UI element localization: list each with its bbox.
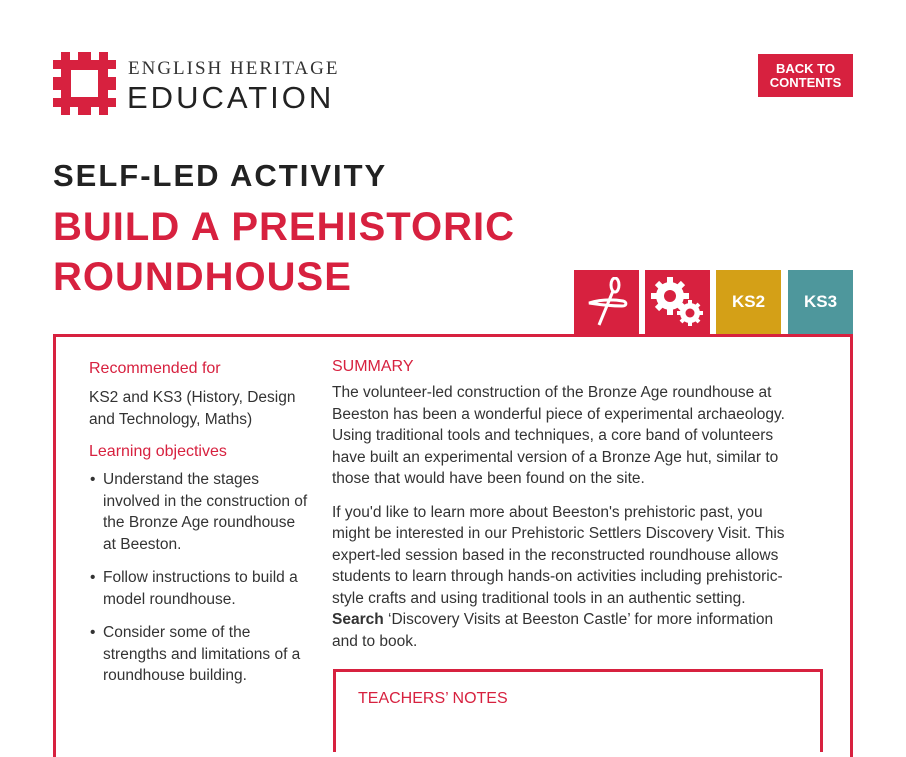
summary-para-2: If you'd like to learn more about Beeston's prehistoric past, you might be interested in our Prehistoric Settlers Discovery Visit. This expert-led session based in the reconstructed roundhouse allows students to learn through hands-on activities including prehistoric-style crafts and using traditional tools in an authentic setting. Search ‘Discovery Visits at Beeston Castle’ for more information and to book. <box>332 503 785 650</box>
teachers-notes-box <box>333 669 823 752</box>
sidebar <box>89 360 309 699</box>
page-title: BUILD A PREHISTORIC ROUNDHOUSE <box>53 205 515 299</box>
ks3-badge: KS3 <box>788 270 853 334</box>
search-emphasis: Search <box>332 611 384 628</box>
objective-item: • Understand the stages involved in the construction of the Bronze Age roundhouse at Beeston. <box>103 469 309 555</box>
logo-text-english-heritage: ENGLISH HERITAGE <box>128 58 340 79</box>
objective-item: • Follow instructions to build a model roundhouse. <box>103 567 309 610</box>
objective-item: • Consider some of the strengths and limitations of a roundhouse building. <box>103 622 309 687</box>
gears-icon <box>645 270 710 334</box>
objectives-heading: Learning objectives <box>89 443 227 460</box>
logo-text-education: EDUCATION <box>127 80 335 115</box>
summary-heading: SUMMARY <box>332 358 414 375</box>
recommended-text: KS2 and KS3 (History, Design and Technology, Maths) <box>89 389 296 428</box>
activity-type: SELF-LED ACTIVITY <box>53 158 388 193</box>
recommended-heading: Recommended for <box>89 360 221 377</box>
teachers-notes-heading: TEACHERS’ NOTES <box>358 690 508 707</box>
english-heritage-logo-icon <box>53 52 116 115</box>
back-to-contents-button[interactable]: BACK TO CONTENTS <box>758 54 853 97</box>
summary-section <box>332 358 792 652</box>
ks2-badge: KS2 <box>716 270 781 334</box>
summary-para-1: The volunteer-led construction of the Bronze Age roundhouse at Beeston has been a wonderful piece of experimental archaeology. Using traditional tools and techniques, a core band of volunteers have built an experimental version of a Bronze Age hut, similar to those that would have been found on the site. <box>332 384 785 487</box>
scissors-icon <box>574 270 639 334</box>
